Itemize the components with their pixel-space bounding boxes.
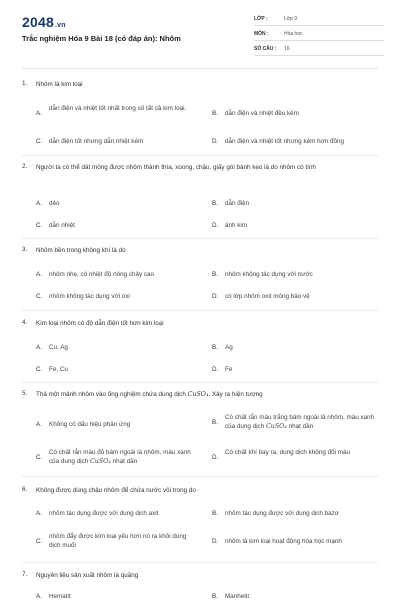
page-title: Trắc nghiệm Hóa 9 Bài 18 (có đáp án): Nhôm [22, 34, 181, 43]
option-label: B. [212, 271, 218, 278]
header-divider [22, 68, 378, 69]
option-label: C. [36, 538, 43, 545]
option-text: dẫn điện và nhiệt tốt nhất trong số tất cả kim loại. [49, 105, 187, 112]
option-text [225, 413, 380, 431]
option-label: B. [212, 344, 218, 351]
meta-subject-key: MÔN : [254, 31, 269, 37]
question-divider [22, 155, 378, 156]
option-text: dẫn điện và nhiệt đều kém [225, 110, 299, 117]
question-number: 3. [22, 246, 28, 253]
question-number: 7. [22, 571, 28, 578]
option-label: C. [36, 222, 43, 229]
question-text: Người ta có thể dát mỏng được nhôm thành thìa, xoong, chậu, giấy gói bánh kẹo là do nhôm có tính [36, 164, 316, 171]
header [0, 0, 400, 70]
option-text: có lớp nhôm oxit mỏng bảo vệ [225, 293, 310, 300]
option-text: nhôm không tác dụng với oxi [49, 293, 130, 300]
option-text: ánh kim [225, 222, 248, 229]
option-text: Fe [225, 366, 233, 373]
option-label: D. [212, 366, 219, 373]
option-label: D. [212, 293, 219, 300]
option-text: Ag [225, 344, 233, 351]
option-label: D. [212, 138, 219, 145]
question-divider [22, 382, 378, 383]
option-text: nhôm tác dụng được với dung dịch axit [49, 510, 159, 517]
option-text: dẫn điện [225, 200, 250, 207]
meta-divider [254, 55, 384, 56]
formula: CuSO₄ [187, 391, 209, 398]
site-logo[interactable] [22, 14, 66, 30]
question-text-part: Thả một mảnh nhôm vào ống nghiệm chứa dung dịch [36, 391, 188, 398]
option-text: dẫn điện và nhiệt tốt nhưng kém hơn đồng [225, 138, 344, 145]
meta-count-value: 16 [284, 46, 290, 52]
option-text-part: Có chất rắn màu đỏ bám ngoài lá nhôm, màu xanh của dung dịch [49, 449, 191, 465]
option-text: Có chất khí bay ra, dung dịch không đổi màu [225, 449, 350, 456]
option-text: Fe, Cu [49, 366, 68, 373]
option-label: B. [212, 593, 218, 600]
option-text: Hematit [49, 593, 71, 600]
question-2 [22, 163, 378, 185]
meta-grade-key: LỚP : [254, 16, 268, 22]
question-text: Nguyên liệu sản xuất nhôm là quặng [36, 572, 139, 579]
option-label: A. [36, 344, 42, 351]
option-label: B. [212, 110, 218, 117]
question-text [36, 390, 378, 400]
option-label: A. [36, 510, 42, 517]
option-label: D. [212, 538, 219, 545]
option-label: B. [212, 510, 218, 517]
logo-suffix: .vn [54, 22, 66, 29]
question-divider [22, 310, 378, 311]
option-text-part: nhạt dần [286, 423, 314, 430]
question-number: 2. [22, 163, 28, 170]
option-text: dẻo [49, 200, 60, 207]
option-label: B. [212, 419, 218, 426]
option-label: A. [36, 421, 42, 428]
option-text: nhôm nhẹ, có nhiệt độ nóng chảy cao [49, 271, 155, 278]
question-text: Nhôm là kim loại [36, 81, 83, 88]
option-text: nhôm là kim loại hoạt động hóa học mạnh [225, 538, 342, 545]
option-text [49, 448, 201, 466]
option-label: A. [36, 110, 42, 117]
option-label: C. [36, 138, 43, 145]
option-text: nhôm đẩy được kim loại yếu hơn nó ra khỏi dung dịch muối [49, 533, 187, 549]
meta-count-key: SỐ CÂU : [254, 46, 277, 52]
meta-subject-value: Hóa học [284, 31, 303, 37]
option-label: C. [36, 366, 43, 373]
option-label: D. [212, 454, 219, 461]
option-text: Cu, Ag [49, 344, 68, 351]
meta-divider [254, 25, 384, 26]
question-number: 1. [22, 80, 28, 87]
option-label: A. [36, 593, 42, 600]
option-text: nhôm không tác dụng với nước [225, 271, 313, 278]
option-text: dẫn điện tốt nhưng dẫn nhiệt kém [49, 138, 144, 145]
question-number: 5. [22, 390, 28, 397]
option-text: Manhetit [225, 593, 250, 600]
question-text: Nhôm bền trong không khí là do [36, 247, 126, 254]
question-divider [22, 562, 378, 563]
question-text: Kim loại nhôm có độ dẫn điện tốt hơn kim loại [36, 320, 164, 327]
option-label: B. [212, 200, 218, 207]
question-divider [22, 476, 378, 477]
question-number: 6. [22, 486, 28, 493]
logo-text: 2048 [22, 14, 54, 30]
formula: CuSO₄ [89, 458, 111, 465]
question-number: 4. [22, 319, 28, 326]
option-text-part: Có chất rắn màu trắng bám ngoài lá nhôm, màu xanh của dung dịch [225, 414, 375, 430]
formula: CuSO₄ [265, 423, 287, 430]
option-label: C. [36, 293, 43, 300]
option-label: D. [212, 222, 219, 229]
option-label: A. [36, 271, 42, 278]
option-label: C. [36, 454, 43, 461]
question-text: Không được dùng chậu nhôm để chứa nước vôi trong do [36, 487, 196, 494]
meta-grade-value: Lớp 9 [284, 16, 298, 22]
question-text-part: . Xảy ra hiện tượng [208, 391, 263, 398]
option-label: A. [36, 200, 42, 207]
option-text: dẫn nhiệt [49, 222, 75, 229]
option-text-part: nhạt dần [110, 458, 138, 465]
question-divider [22, 238, 378, 239]
option-text: Không có dấu hiệu phản ứng [49, 421, 131, 428]
option-text: nhôm tác dụng được với dung dịch bazơ [225, 510, 339, 517]
meta-divider [254, 40, 384, 41]
